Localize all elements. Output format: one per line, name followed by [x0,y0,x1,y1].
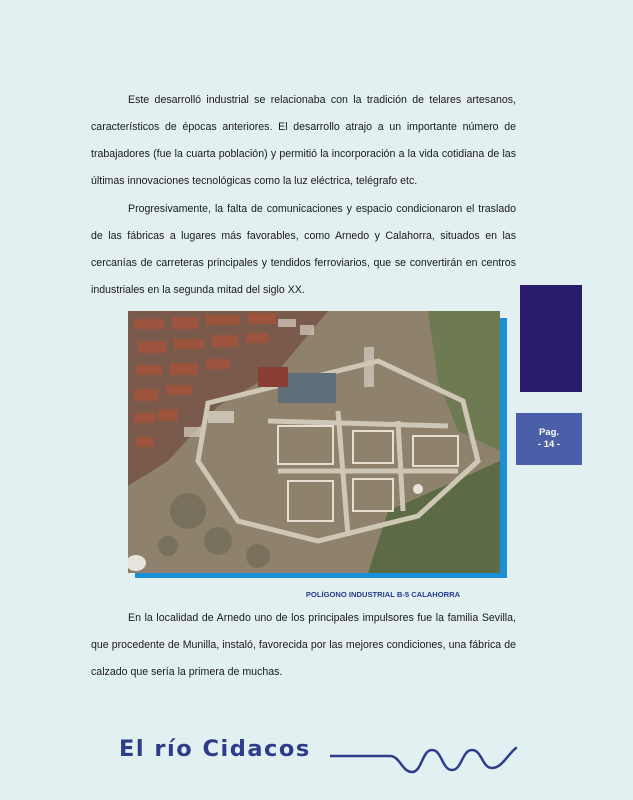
paragraph-3-text: En la localidad de Arnedo uno de los principales impulsores fue la familia Sevilla, que procedente de Munilla, instaló, favorecida por las mejores condiciones, una fábrica de calzado que sería la primera de muchas. [91,612,516,678]
paragraph-1-text: Este desarrolló industrial se relacionaba con la tradición de telares artesanos, característicos de épocas anteriores. El desarrollo atrajo a un importante número de trabajadores (fue la cuarta población) y permitió la incorporación a la vida cotidiana de las últimas innovaciones tecnológicas como la luz eléctrica, telégrafo etc. [91,94,516,187]
page-number-tab [516,413,582,465]
paragraph-2-text: Progresivamente, la falta de comunicaciones y espacio condicionaron el traslado de las fábricas a lugares más favorables, como Arnedo y Calahorra, situados en las cercanías de carreteras principales y tendidos ferroviarios, que se convertirán en centros industriales en la segunda mitad del siglo XX. [91,203,516,296]
aerial-photo-illustration [128,311,500,573]
page-number: - 14 - [537,439,561,450]
footer-title: El río Cidacos [119,736,311,762]
paragraph-2 [91,196,516,304]
river-wave-icon [330,742,520,778]
paragraph-3 [91,605,516,686]
figure-caption: POLÍGONO INDUSTRIAL B-5 CALAHORRA [305,590,461,599]
paragraph-1 [91,87,516,195]
page-label: Pag. [538,427,560,438]
side-decoration-block [520,285,582,392]
aerial-photo [128,311,500,573]
